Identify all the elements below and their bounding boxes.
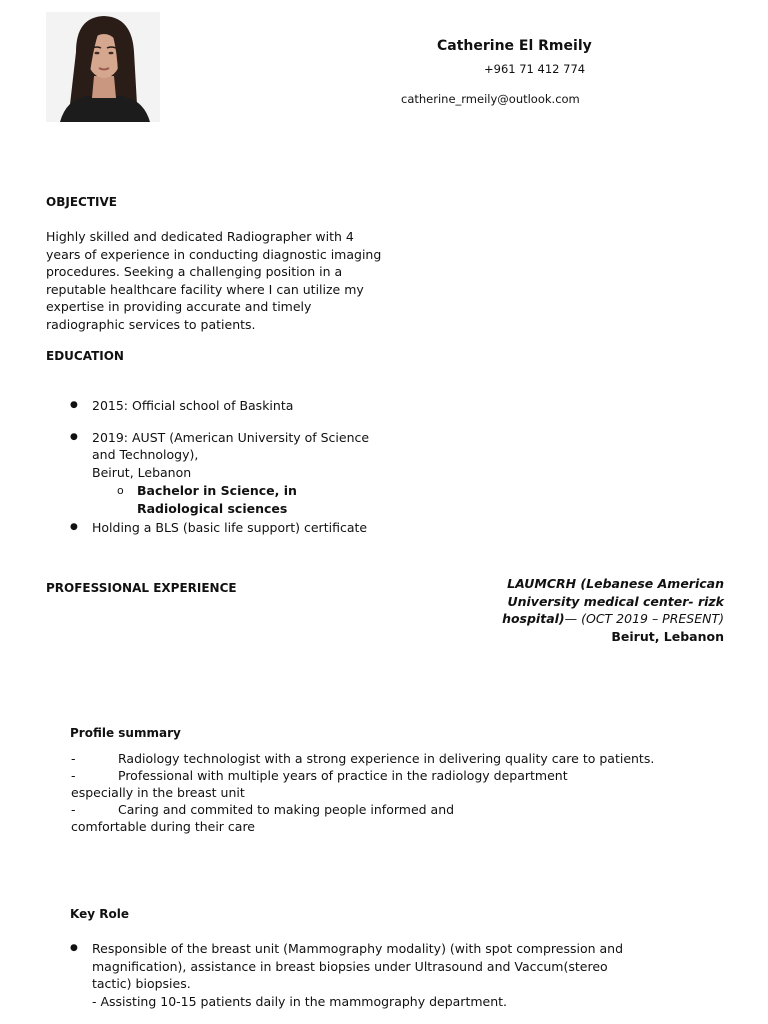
education-item-text: 2015: Official school of Baskinta xyxy=(92,398,294,413)
phone-number: +961 71 412 774 xyxy=(484,62,586,76)
degree-item: o Bachelor in Science, in Radiological sciences xyxy=(92,482,380,517)
profile-summary-heading: Profile summary xyxy=(70,726,181,740)
employer-name: LAUMCRH (Lebanese American University medical center- rizk hospital) xyxy=(502,576,724,626)
candidate-name: Catherine El Rmeily xyxy=(437,38,592,54)
key-role-list xyxy=(70,940,640,1010)
objective-text: Highly skilled and dedicated Radiographer with 4 years of experience in conducting diagnostic imaging procedures. Seeking a challenging position in a reputable healthcare facility where I can utilize my expertise in providing accurate and timely radiographic services to patients. xyxy=(46,229,382,332)
email-address[interactable]: catherine_rmeily@outlook.com xyxy=(401,92,580,106)
objective-heading: OBJECTIVE xyxy=(46,195,117,209)
education-heading: EDUCATION xyxy=(46,349,124,363)
education-item-text: 2019: AUST (American University of Science and Technology), xyxy=(92,429,370,462)
experience-heading: PROFESSIONAL EXPERIENCE xyxy=(46,581,237,595)
employer-location: Beirut, Lebanon xyxy=(611,628,724,644)
employment-dates: — (OCT 2019 – PRESENT) xyxy=(564,611,724,626)
profile-line: especially in the breast unit xyxy=(71,785,245,800)
profile-line: - Caring and commited to making people informed and xyxy=(71,802,455,817)
profile-line: - Radiology technologist with a strong experience in delivering quality care to patients. xyxy=(71,751,655,766)
profile-photo xyxy=(46,12,160,122)
profile-line: comfortable during their care xyxy=(71,819,256,834)
key-role-heading: Key Role xyxy=(70,907,129,921)
education-item-location: Beirut, Lebanon xyxy=(92,464,192,480)
profile-summary xyxy=(71,750,671,835)
education-item xyxy=(70,519,380,537)
key-role-item: ● Responsible of the breast unit (Mammography modality) (with spot compression and magnification), assistance in breast biopsies under Ultrasound and Vaccum(stereo tactic) biopsies. - Assisting 10-15 patients daily in the mammography department. xyxy=(70,940,640,1010)
education-item-text: Holding a BLS (basic life support) certificate xyxy=(92,520,368,535)
profile-line: - Professional with multiple years of practice in the radiology department xyxy=(71,768,568,783)
education-item xyxy=(70,397,380,415)
education-item xyxy=(70,429,380,518)
education-list xyxy=(70,397,380,537)
key-role-sub: - Assisting 10-15 patients daily in the mammography department. xyxy=(92,993,508,1009)
employer-block xyxy=(494,575,724,645)
